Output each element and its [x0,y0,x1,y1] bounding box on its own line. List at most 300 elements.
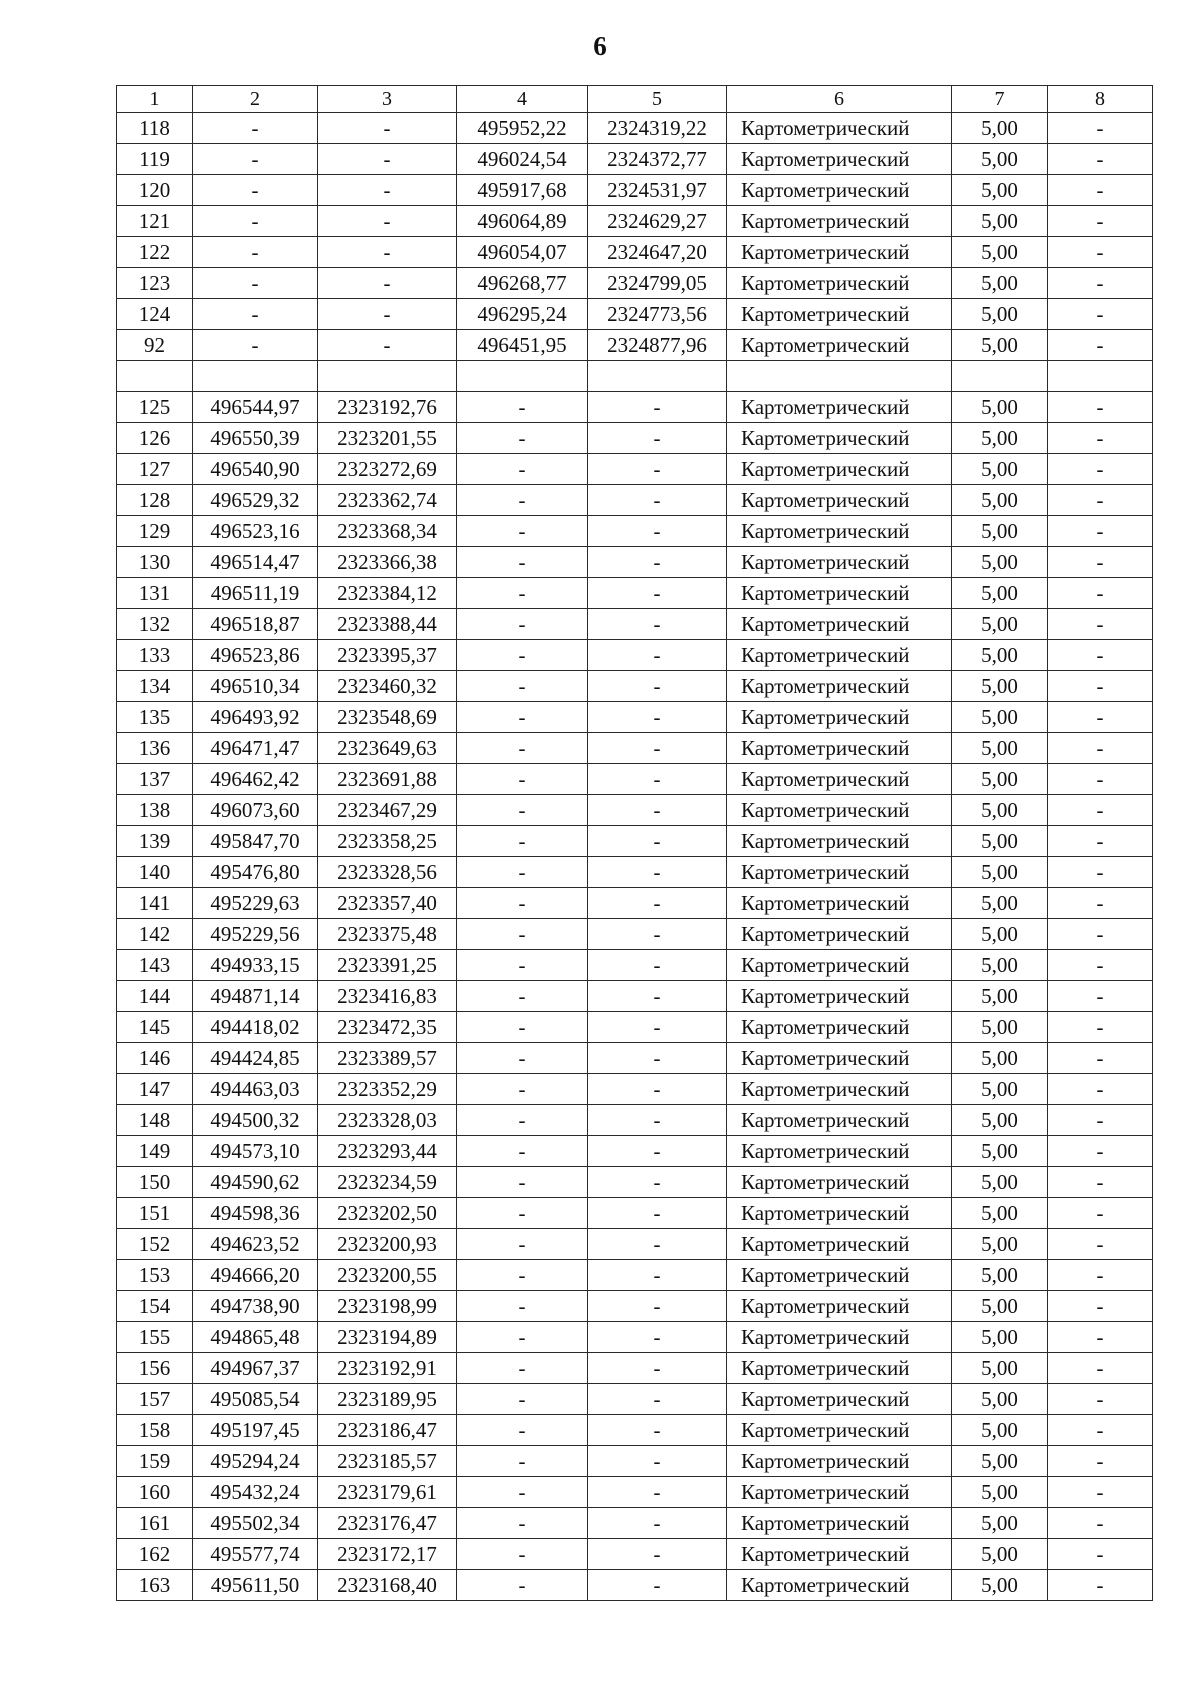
table-cell: 496295,24 [457,299,588,330]
table-row [117,268,1153,299]
header-row [117,86,1153,113]
table-cell: 128 [117,485,193,516]
table-row [117,1074,1153,1105]
table-row [117,764,1153,795]
table-cell: Картометрический [727,175,952,206]
table-row [117,1043,1153,1074]
table-cell: Картометрический [727,671,952,702]
column-header: 2 [193,86,318,113]
table-cell: - [193,113,318,144]
table-cell: Картометрический [727,640,952,671]
table-row [117,113,1153,144]
table-header [117,86,1153,113]
table-cell: - [193,299,318,330]
table-cell: 5,00 [952,547,1048,578]
table-cell: - [1048,268,1153,299]
table-cell: - [1048,144,1153,175]
table-cell: - [457,826,588,857]
table-cell: Картометрический [727,1508,952,1539]
table-cell: Картометрический [727,1105,952,1136]
table-cell: - [588,1105,727,1136]
table-cell: - [1048,1136,1153,1167]
table-cell: 5,00 [952,764,1048,795]
table-cell: 122 [117,237,193,268]
table-cell: - [457,733,588,764]
table-cell: 5,00 [952,1198,1048,1229]
table-cell: 2323168,40 [318,1570,457,1601]
table-cell: 2323185,57 [318,1446,457,1477]
column-header: 1 [117,86,193,113]
table-cell: - [588,1136,727,1167]
table-cell: Картометрический [727,454,952,485]
table-cell: Картометрический [727,423,952,454]
table-cell: 5,00 [952,1105,1048,1136]
table-cell: - [457,857,588,888]
table-cell: 2323368,34 [318,516,457,547]
table-cell: Картометрический [727,702,952,733]
table-cell: - [457,1105,588,1136]
table-cell: 5,00 [952,144,1048,175]
table-cell: 5,00 [952,516,1048,547]
table-cell: 5,00 [952,330,1048,361]
table-cell: - [318,268,457,299]
table-cell: - [588,578,727,609]
table-cell: - [1048,547,1153,578]
table-cell: - [1048,1167,1153,1198]
table-cell: Картометрический [727,206,952,237]
table-cell: - [1048,950,1153,981]
table-cell: Картометрический [727,950,952,981]
table-cell: 2323328,03 [318,1105,457,1136]
table-cell: - [1048,702,1153,733]
table-cell: - [1048,1570,1153,1601]
table-cell [952,361,1048,392]
table-cell: - [193,268,318,299]
table-cell: - [457,1260,588,1291]
table-cell: 2323375,48 [318,919,457,950]
table-cell: - [1048,1105,1153,1136]
table-cell: Картометрический [727,1260,952,1291]
table-cell: 141 [117,888,193,919]
table-cell: - [318,175,457,206]
table-cell: 131 [117,578,193,609]
table-cell: - [588,392,727,423]
table-cell: 140 [117,857,193,888]
table-cell: 124 [117,299,193,330]
column-header: 7 [952,86,1048,113]
table-cell: 2323395,37 [318,640,457,671]
table-cell: Картометрический [727,1446,952,1477]
table-cell: - [1048,237,1153,268]
table-cell: 2323234,59 [318,1167,457,1198]
table-cell: - [1048,299,1153,330]
table-cell: 123 [117,268,193,299]
table-row [117,1322,1153,1353]
table-cell: 139 [117,826,193,857]
table-cell: - [588,1322,727,1353]
table-row [117,578,1153,609]
table-cell: Картометрический [727,578,952,609]
table-cell: 129 [117,516,193,547]
table-cell: 2323202,50 [318,1198,457,1229]
table-cell: 494463,03 [193,1074,318,1105]
table-cell: - [588,1446,727,1477]
table-cell: - [318,144,457,175]
table-cell: 162 [117,1539,193,1570]
table-cell: - [457,547,588,578]
table-cell: - [1048,516,1153,547]
table-cell: 2324319,22 [588,113,727,144]
table-cell: 148 [117,1105,193,1136]
table-cell: 5,00 [952,1260,1048,1291]
table-cell [1048,361,1153,392]
table-cell: - [457,1539,588,1570]
table-cell: - [457,578,588,609]
table-cell: 496024,54 [457,144,588,175]
column-header: 6 [727,86,952,113]
table-cell: - [457,795,588,826]
table-cell: 5,00 [952,1167,1048,1198]
table-cell: - [588,857,727,888]
table-cell: Картометрический [727,299,952,330]
table-cell: 496529,32 [193,485,318,516]
table-cell: Картометрический [727,1539,952,1570]
table-cell: 495229,63 [193,888,318,919]
table-cell: - [457,1477,588,1508]
table-cell: 154 [117,1291,193,1322]
table-cell: Картометрический [727,1570,952,1601]
table-cell: - [193,206,318,237]
table-cell: - [588,1198,727,1229]
table-cell: 130 [117,547,193,578]
table-cell: 146 [117,1043,193,1074]
table-cell: Картометрический [727,330,952,361]
table-row [117,1539,1153,1570]
table-cell: - [588,1074,727,1105]
table-cell: 5,00 [952,1074,1048,1105]
table-cell: 134 [117,671,193,702]
table-cell: 5,00 [952,113,1048,144]
table-cell: 5,00 [952,795,1048,826]
table-cell: Картометрический [727,1477,952,1508]
table-row [117,1477,1153,1508]
table-cell: - [588,888,727,919]
table-cell: - [1048,919,1153,950]
table-cell: - [457,1167,588,1198]
table-cell: - [193,175,318,206]
table-cell: - [457,1291,588,1322]
table-cell: 2323192,91 [318,1353,457,1384]
table-row [117,516,1153,547]
table-cell: 2323189,95 [318,1384,457,1415]
coordinates-table [116,85,1153,1601]
table-cell [318,361,457,392]
table-row [117,144,1153,175]
table-cell: Картометрический [727,547,952,578]
table-cell: 2323384,12 [318,578,457,609]
table-cell: 147 [117,1074,193,1105]
table-cell: 5,00 [952,1043,1048,1074]
table-cell: Картометрический [727,392,952,423]
table-cell: 2323293,44 [318,1136,457,1167]
table-cell: 2324773,56 [588,299,727,330]
table-cell: 132 [117,609,193,640]
table-cell: 2324799,05 [588,268,727,299]
table-cell: 151 [117,1198,193,1229]
table-cell: 145 [117,1012,193,1043]
table-cell: 163 [117,1570,193,1601]
table-cell: 2323272,69 [318,454,457,485]
table-cell: 2323201,55 [318,423,457,454]
column-header: 8 [1048,86,1153,113]
table-cell: - [457,1508,588,1539]
table-cell: 2323200,93 [318,1229,457,1260]
table-cell: 156 [117,1353,193,1384]
table-cell: - [318,330,457,361]
table-cell: - [1048,1353,1153,1384]
table-cell: 496544,97 [193,392,318,423]
table-cell: - [457,609,588,640]
table-row [117,423,1153,454]
table-cell: 5,00 [952,1229,1048,1260]
table-cell: 5,00 [952,1353,1048,1384]
table-row [117,981,1153,1012]
table-cell: - [1048,981,1153,1012]
table-cell: - [588,702,727,733]
table-cell: Картометрический [727,1074,952,1105]
table-cell: 5,00 [952,423,1048,454]
table-cell: - [588,981,727,1012]
table-cell: 495229,56 [193,919,318,950]
table-cell: 2323352,29 [318,1074,457,1105]
table-cell: 496073,60 [193,795,318,826]
table-cell: 496451,95 [457,330,588,361]
table-cell: Картометрический [727,826,952,857]
table-cell: 2323391,25 [318,950,457,981]
table-cell: 2323192,76 [318,392,457,423]
table-cell: - [588,1570,727,1601]
table-cell: 5,00 [952,1136,1048,1167]
table-cell: 2323389,57 [318,1043,457,1074]
table-cell: 5,00 [952,671,1048,702]
table-cell: 136 [117,733,193,764]
table-cell: - [457,919,588,950]
table-row [117,1353,1153,1384]
table-cell: - [1048,175,1153,206]
table-cell: 5,00 [952,1291,1048,1322]
table-cell: - [1048,113,1153,144]
table-cell: Картометрический [727,609,952,640]
table-row [117,1260,1153,1291]
table-cell: 494623,52 [193,1229,318,1260]
table-cell: Картометрический [727,919,952,950]
table-cell: 5,00 [952,1012,1048,1043]
table-cell: Картометрический [727,1291,952,1322]
table-cell: 5,00 [952,454,1048,485]
table-cell: - [457,1136,588,1167]
table-cell: 494871,14 [193,981,318,1012]
table-cell: - [1048,640,1153,671]
table-cell: - [1048,392,1153,423]
table-cell: - [1048,671,1153,702]
table-cell: 496523,86 [193,640,318,671]
table-cell: Картометрический [727,237,952,268]
table-cell: 5,00 [952,206,1048,237]
table-cell: 2323179,61 [318,1477,457,1508]
table-cell: 142 [117,919,193,950]
table-cell: 5,00 [952,1477,1048,1508]
table-cell: 496471,47 [193,733,318,764]
table-cell: 496510,34 [193,671,318,702]
table-cell: - [457,392,588,423]
table-cell: - [588,609,727,640]
table-cell: 496064,89 [457,206,588,237]
table-cell: 494967,37 [193,1353,318,1384]
table-cell: 158 [117,1415,193,1446]
table-cell: 5,00 [952,1322,1048,1353]
table-cell: 495294,24 [193,1446,318,1477]
table-row [117,950,1153,981]
table-cell: 2323691,88 [318,764,457,795]
table-cell: - [1048,1229,1153,1260]
table-cell: 5,00 [952,237,1048,268]
table-cell: 5,00 [952,1508,1048,1539]
table-cell: 2323172,17 [318,1539,457,1570]
table-row [117,392,1153,423]
table-body [117,113,1153,1601]
table-cell: 5,00 [952,1539,1048,1570]
table-row [117,888,1153,919]
table-row [117,857,1153,888]
table-cell: - [457,1074,588,1105]
table-cell: - [457,1198,588,1229]
table-cell: - [1048,330,1153,361]
table-cell: 495917,68 [457,175,588,206]
table-row [117,795,1153,826]
table-cell: 118 [117,113,193,144]
table-cell: 5,00 [952,578,1048,609]
table-row-blank [117,361,1153,392]
table-cell: 496518,87 [193,609,318,640]
table-cell: - [588,671,727,702]
table-cell: - [1048,888,1153,919]
table-row [117,485,1153,516]
table-cell: 5,00 [952,1415,1048,1446]
table-cell: - [588,1012,727,1043]
table-cell: - [457,981,588,1012]
table-cell: 496054,07 [457,237,588,268]
table-row [117,919,1153,950]
table-cell: 5,00 [952,950,1048,981]
table-cell: - [588,1415,727,1446]
table-cell: - [457,1446,588,1477]
table-cell: Картометрический [727,1322,952,1353]
table-cell: - [1048,857,1153,888]
table-cell: 2323194,89 [318,1322,457,1353]
table-cell: 2323176,47 [318,1508,457,1539]
table-cell: 5,00 [952,857,1048,888]
table-cell: 2323472,35 [318,1012,457,1043]
table-row [117,826,1153,857]
table-cell: 150 [117,1167,193,1198]
table-cell: 494590,62 [193,1167,318,1198]
table-cell: 5,00 [952,609,1048,640]
table-row [117,454,1153,485]
table-cell: 153 [117,1260,193,1291]
table-cell: Картометрический [727,113,952,144]
table-cell: - [1048,454,1153,485]
table-cell [457,361,588,392]
table-cell: 2323198,99 [318,1291,457,1322]
table-cell: - [588,1539,727,1570]
table-cell: - [588,764,727,795]
table-cell: 494424,85 [193,1043,318,1074]
table-cell: Картометрический [727,1043,952,1074]
table-cell: 2323388,44 [318,609,457,640]
table-row [117,671,1153,702]
table-cell: - [1048,1291,1153,1322]
table-cell: 5,00 [952,640,1048,671]
column-header: 3 [318,86,457,113]
table-cell: 494865,48 [193,1322,318,1353]
table-cell: - [588,1291,727,1322]
table-row [117,1384,1153,1415]
table-cell: - [193,144,318,175]
table-cell: - [457,454,588,485]
table-cell: 496511,19 [193,578,318,609]
table-cell: 2323186,47 [318,1415,457,1446]
table-cell: 496550,39 [193,423,318,454]
table-cell: - [457,764,588,795]
table-cell: - [1048,578,1153,609]
table-cell: 2323357,40 [318,888,457,919]
table-cell: - [588,1167,727,1198]
table-cell: 494666,20 [193,1260,318,1291]
table-cell: 494500,32 [193,1105,318,1136]
table-cell: - [1048,1074,1153,1105]
table-cell: - [588,733,727,764]
table-cell: Картометрический [727,981,952,1012]
table-cell: 494598,36 [193,1198,318,1229]
table-cell: - [588,826,727,857]
table-cell: 149 [117,1136,193,1167]
table-cell: - [588,950,727,981]
table-row [117,640,1153,671]
table-cell: 494738,90 [193,1291,318,1322]
table-cell: 5,00 [952,733,1048,764]
table-cell: 496540,90 [193,454,318,485]
table-cell: - [1048,609,1153,640]
table-cell: - [318,113,457,144]
table-cell: 160 [117,1477,193,1508]
table-row [117,1167,1153,1198]
table-cell: 157 [117,1384,193,1415]
table-cell: 5,00 [952,888,1048,919]
page-number: 6 [593,31,607,61]
table-cell: - [588,919,727,950]
table-cell: - [1048,826,1153,857]
table-cell: - [457,702,588,733]
table-cell: - [457,485,588,516]
table-cell: 2323416,83 [318,981,457,1012]
table-cell: - [1048,764,1153,795]
table-cell: - [588,1384,727,1415]
table-cell: 496514,47 [193,547,318,578]
table-cell: 137 [117,764,193,795]
table-cell: - [1048,1198,1153,1229]
table-cell [117,361,193,392]
table-cell: - [1048,1539,1153,1570]
